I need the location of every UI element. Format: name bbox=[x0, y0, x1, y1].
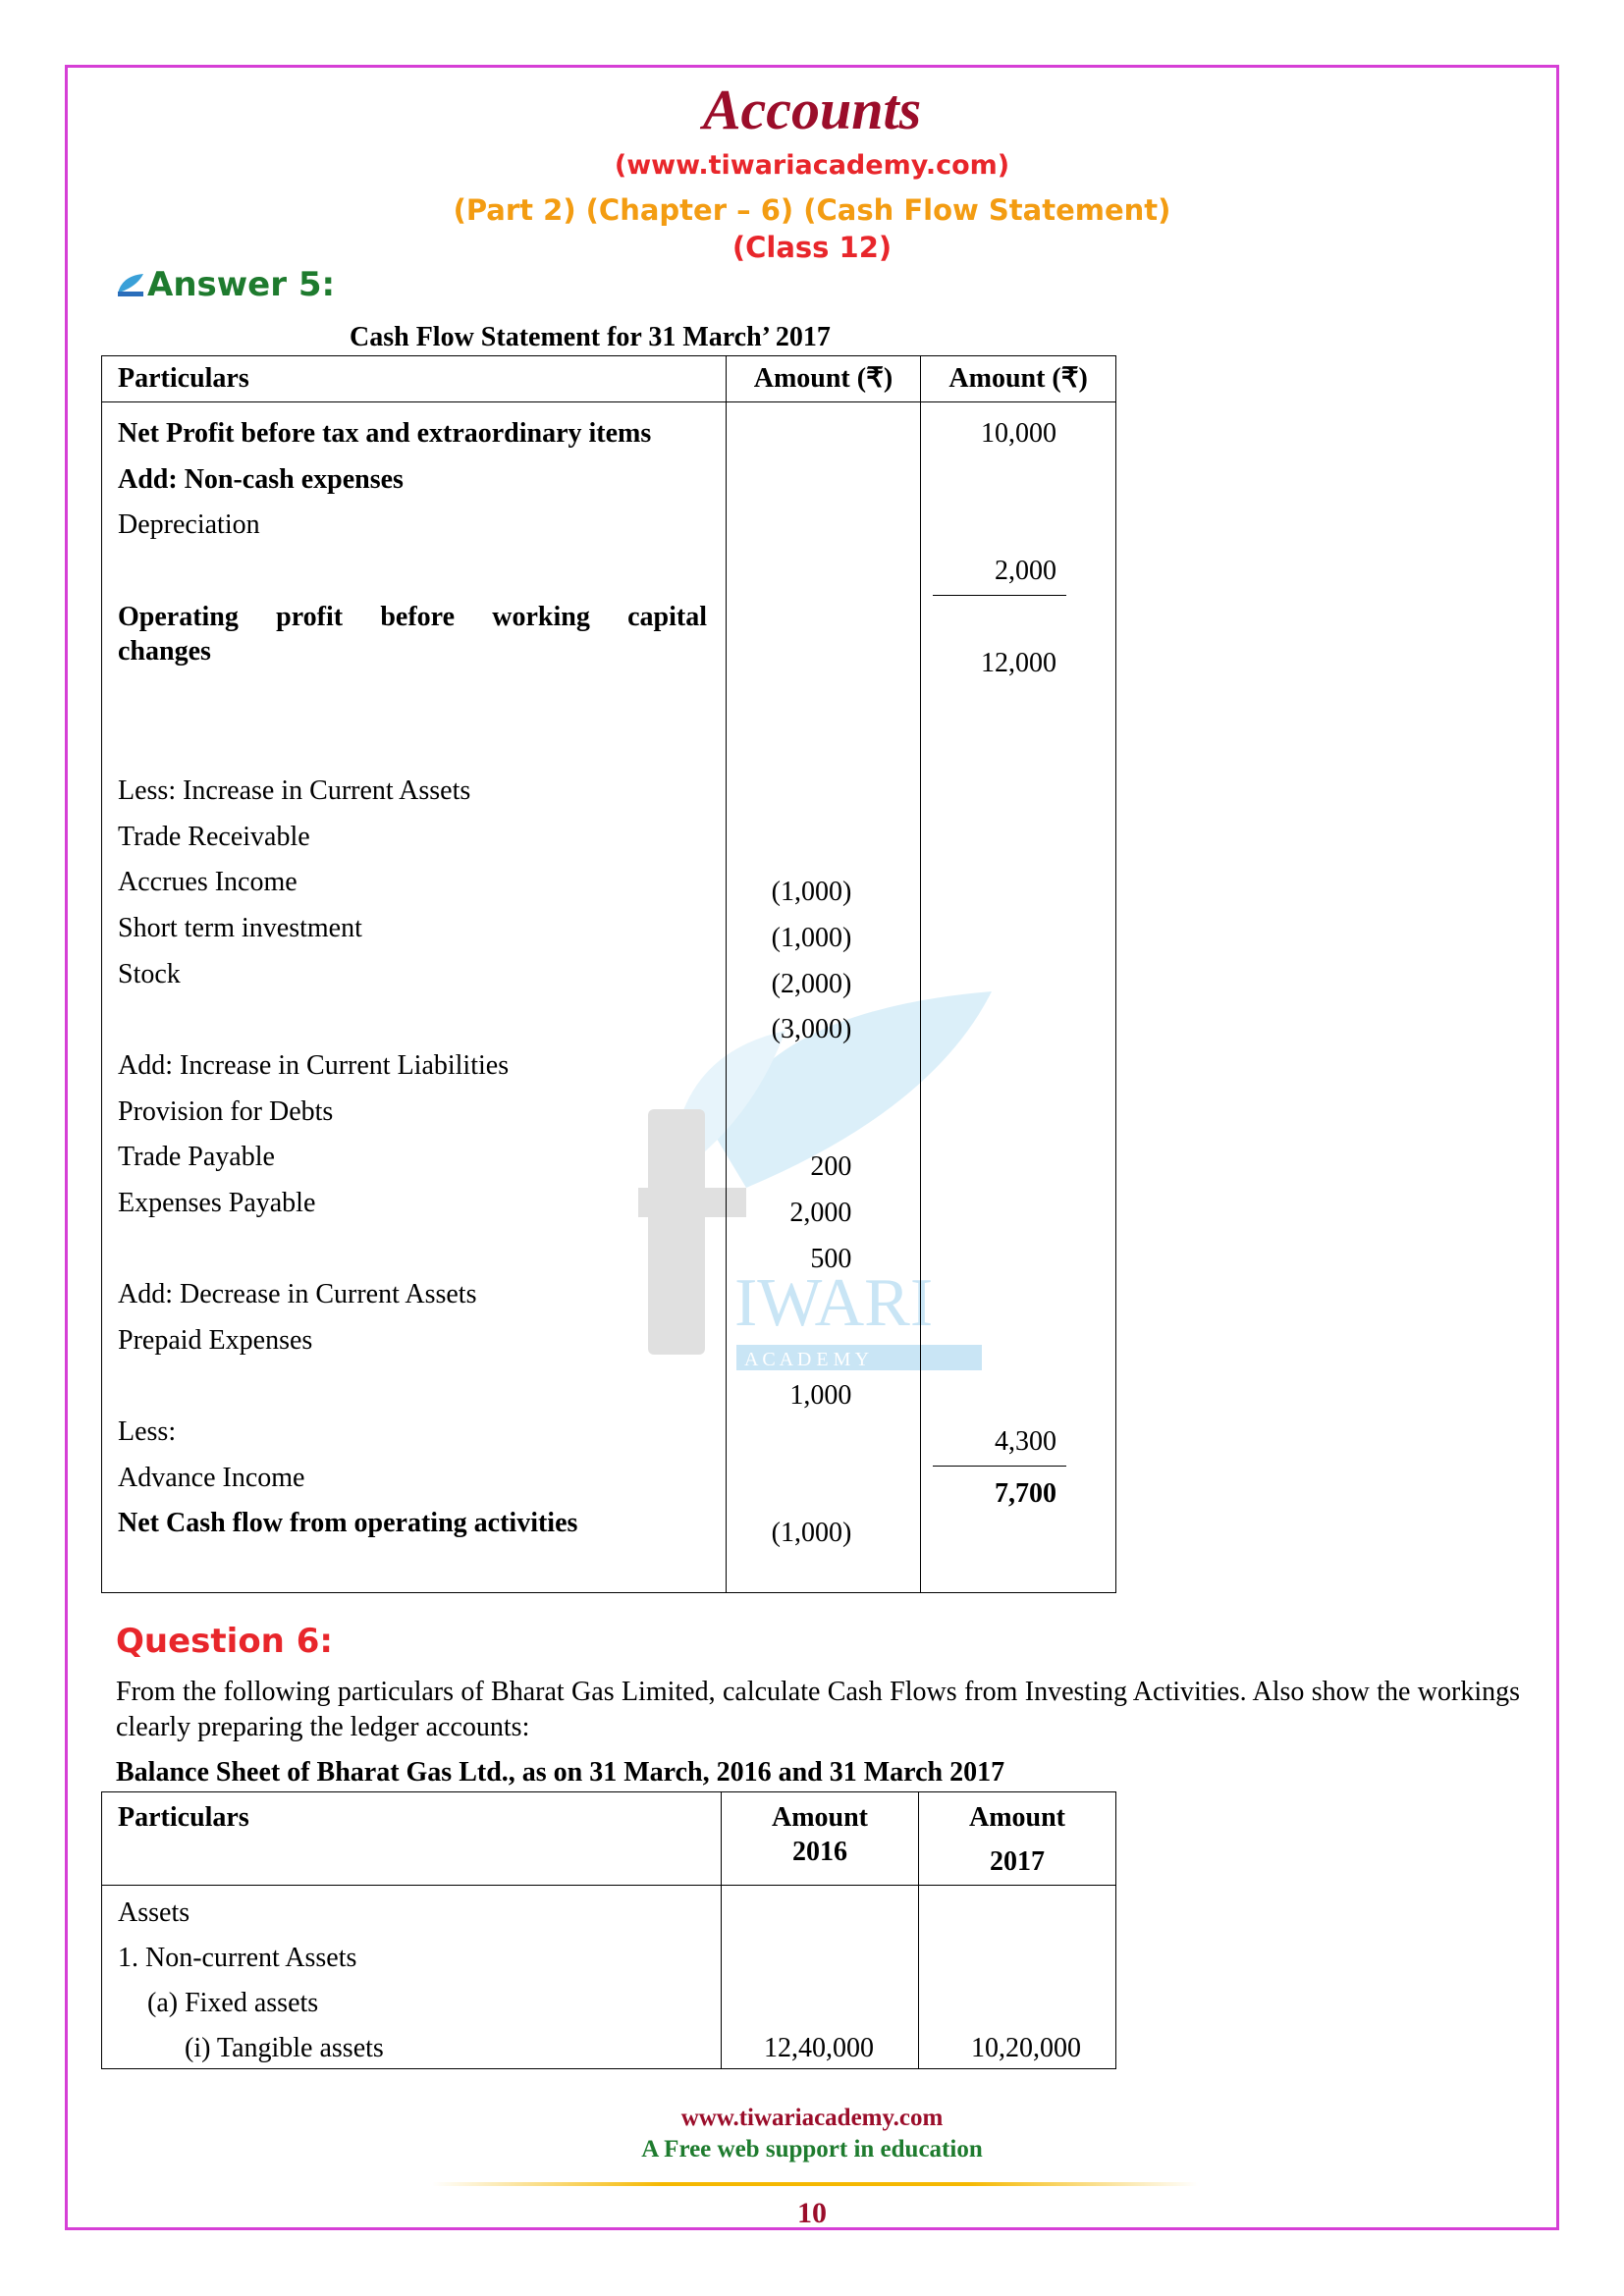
header-particulars: Particulars bbox=[102, 356, 727, 402]
footer-tagline: A Free web support in education bbox=[641, 2136, 983, 2163]
header-amount-1: Amount (₹) bbox=[726, 356, 921, 402]
amount-trade-payable: 2,000 bbox=[789, 1198, 852, 1228]
amount-provision: 200 bbox=[810, 1151, 852, 1182]
row-short-term-investment: Short term investment bbox=[118, 913, 362, 943]
subtotal-rule-2 bbox=[933, 1466, 1066, 1467]
row-provision-debts: Provision for Debts bbox=[118, 1096, 334, 1127]
balance-sheet-table bbox=[101, 1791, 1116, 2069]
header-part: (Part 2) (Chapter – 6) (Cash Flow Statement) bbox=[453, 193, 1171, 227]
amount-advance-income: (1,000) bbox=[771, 1518, 852, 1548]
total-net-cash-flow: 7,700 bbox=[995, 1478, 1056, 1509]
bs-row-assets: Assets bbox=[118, 1897, 190, 1928]
header-site: (www.tiwariacademy.com) bbox=[614, 150, 1010, 181]
bs-row-fixed-assets: (a) Fixed assets bbox=[147, 1988, 319, 2018]
row-net-cash-flow: Net Cash flow from operating activities bbox=[118, 1508, 578, 1538]
watermark-word: IWARI bbox=[734, 1265, 934, 1341]
footer-site: www.tiwariacademy.com bbox=[680, 2105, 944, 2131]
row-advance-income: Advance Income bbox=[118, 1463, 305, 1493]
total-depreciation: 2,000 bbox=[995, 556, 1056, 586]
row-add-decrease-ca: Add: Decrease in Current Assets bbox=[118, 1279, 477, 1309]
amount-stock: (2,000) bbox=[771, 969, 852, 999]
row-stock: Stock bbox=[118, 959, 181, 989]
row-less: Less: bbox=[118, 1416, 177, 1447]
bs-particulars-column bbox=[102, 1886, 722, 2069]
bs-tangible-2016: 12,40,000 bbox=[764, 2033, 874, 2063]
row-accrued-income: Accrues Income bbox=[118, 867, 298, 897]
bs-header-amount-2016: Amount bbox=[771, 1802, 868, 1833]
answer-heading bbox=[116, 265, 335, 304]
watermark-sub: A C A D E M Y bbox=[744, 1349, 870, 1370]
amount-short-term: (1,000) bbox=[771, 923, 852, 953]
header-amount-2: Amount (₹) bbox=[921, 356, 1116, 402]
page-number: 10 bbox=[797, 2197, 827, 2229]
cash-flow-caption: Cash Flow Statement for 31 March’ 2017 bbox=[350, 322, 831, 352]
bs-header-amount-2017: Amount bbox=[968, 1802, 1065, 1833]
balance-sheet-caption: Balance Sheet of Bharat Gas Ltd., as on 31 March, 2016 and 31 March 2017 bbox=[116, 1757, 1005, 1788]
amount-column-2 bbox=[921, 402, 1116, 1593]
row-op-profit-2: changes bbox=[118, 636, 211, 667]
answer-heading-text: Answer 5: bbox=[147, 265, 336, 304]
row-expenses-payable: Expenses Payable bbox=[118, 1188, 316, 1218]
total-operating-profit: 12,000 bbox=[981, 648, 1056, 678]
bs-tangible-2017: 10,20,000 bbox=[971, 2033, 1081, 2063]
bs-header-year-2016: 2016 bbox=[792, 1837, 847, 1867]
row-trade-receivable: Trade Receivable bbox=[118, 822, 310, 852]
header-class: (Class 12) bbox=[731, 231, 893, 264]
row-add-increase-cl: Add: Increase in Current Liabilities bbox=[118, 1050, 510, 1081]
row-depreciation: Depreciation bbox=[118, 509, 260, 540]
bs-header-year-2017: 2017 bbox=[990, 1846, 1045, 1877]
amount-stock-2: (3,000) bbox=[771, 1014, 852, 1044]
bs-header-2017 bbox=[919, 1792, 1116, 1886]
subtotal-rule-1 bbox=[933, 595, 1066, 596]
row-trade-payable: Trade Payable bbox=[118, 1142, 275, 1172]
footer-divider bbox=[432, 2182, 1198, 2186]
cash-flow-table bbox=[101, 355, 1116, 1593]
total-net-profit: 10,000 bbox=[981, 418, 1056, 449]
question-text: From the following particulars of Bharat Gas Limited, calculate Cash Flows from Investing Activities. Also show the workings clearly preparing the ledger accounts: bbox=[116, 1677, 1520, 1742]
particulars-column bbox=[102, 402, 727, 1593]
row-add-noncash: Add: Non-cash expenses bbox=[118, 464, 404, 495]
row-prepaid-expenses: Prepaid Expenses bbox=[118, 1325, 313, 1356]
bs-row-noncurrent: 1. Non-current Assets bbox=[118, 1943, 357, 1973]
row-less-increase-ca: Less: Increase in Current Assets bbox=[118, 775, 471, 806]
bs-2017-column bbox=[919, 1886, 1116, 2069]
row-net-profit: Net Profit before tax and extraordinary items bbox=[118, 418, 652, 449]
bs-row-tangible: (i) Tangible assets bbox=[185, 2033, 384, 2063]
tiwari-logo-icon bbox=[116, 272, 145, 297]
page-title: Accounts bbox=[702, 78, 922, 141]
bs-2016-column bbox=[722, 1886, 919, 2069]
bs-header-particulars bbox=[102, 1792, 722, 1886]
amount-expenses-payable: 500 bbox=[810, 1244, 852, 1274]
amount-accrued: (1,000) bbox=[771, 877, 852, 907]
bs-header-2016 bbox=[722, 1792, 919, 1886]
question-heading: Question 6: bbox=[116, 1622, 333, 1661]
amount-column-1 bbox=[726, 402, 921, 1593]
row-op-profit-1: Operating profit before working capital bbox=[118, 602, 707, 632]
total-adjustments: 4,300 bbox=[995, 1426, 1056, 1457]
bs-header-particulars-text: Particulars bbox=[118, 1802, 249, 1833]
amount-prepaid: 1,000 bbox=[789, 1380, 852, 1411]
